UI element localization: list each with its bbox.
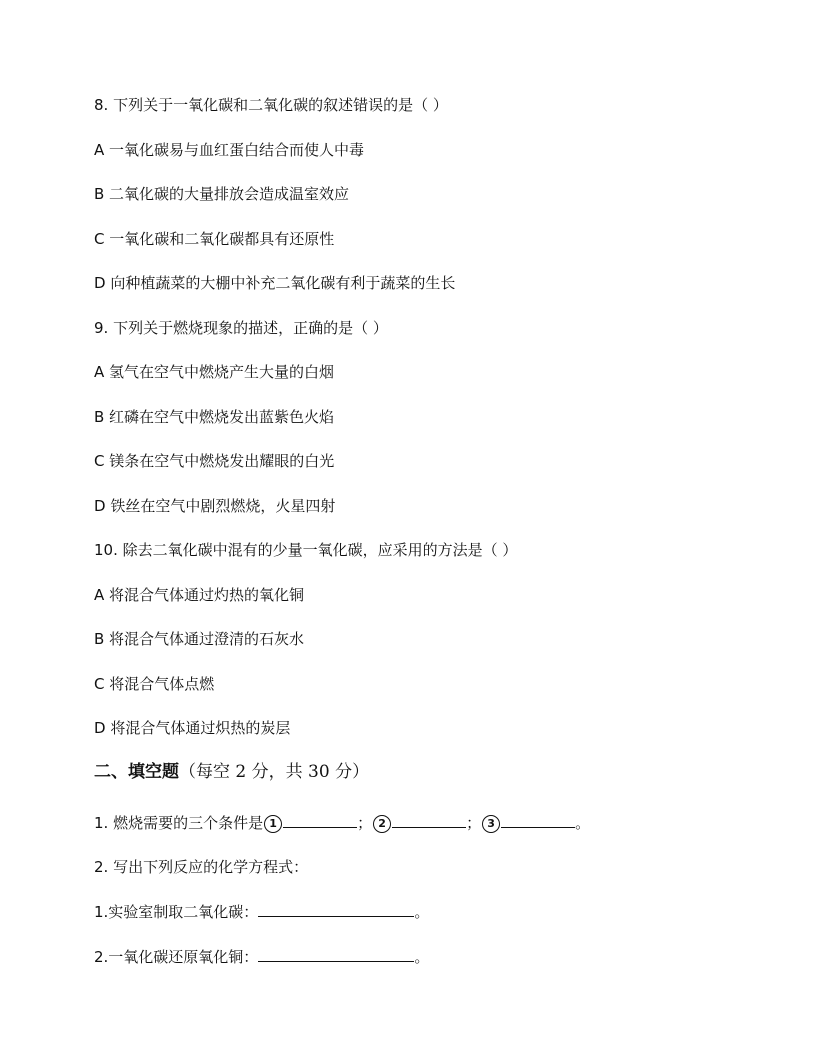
section-title: 二、填空题	[94, 762, 179, 782]
question-9-option-d: D 铁丝在空气中剧烈燃烧，火星四射	[94, 497, 336, 515]
question-9-option-a: A 氢气在空气中燃烧产生大量的白烟	[94, 363, 335, 381]
item-1-label: 1.实验室制取二氧化碳：	[94, 903, 259, 921]
separator-1: ；	[357, 814, 373, 832]
question-10-option-a: A 将混合气体通过灼热的氧化铜	[94, 586, 305, 604]
fill-question-2-item-1	[94, 901, 429, 922]
section-heading	[94, 762, 369, 782]
question-9-option-b: B 红磷在空气中燃烧发出蓝紫色火焰	[94, 408, 335, 426]
question-8-stem: 8. 下列关于一氧化碳和二氧化碳的叙述错误的是（ ）	[94, 96, 448, 114]
question-10-option-d: D 将混合气体通过炽热的炭层	[94, 719, 291, 737]
fill-question-1-prefix: 1. 燃烧需要的三个条件是	[94, 814, 264, 832]
fill-question-2-stem: 2. 写出下列反应的化学方程式：	[94, 858, 309, 876]
answer-blank-2[interactable]	[392, 812, 466, 828]
question-8-option-a: A 一氧化碳易与血红蛋白结合而使人中毒	[94, 141, 365, 159]
separator-2: ；	[466, 814, 482, 832]
answer-blank-1[interactable]	[283, 812, 357, 828]
fill-question-2-item-2	[94, 946, 429, 967]
circled-number-1: 1	[264, 815, 282, 833]
question-10-option-b: B 将混合气体通过澄清的石灰水	[94, 630, 305, 648]
question-9-option-c: C 镁条在空气中燃烧发出耀眼的白光	[94, 452, 335, 470]
item-2-label: 2.一氧化碳还原氧化铜：	[94, 948, 259, 966]
question-8-option-b: B 二氧化碳的大量排放会造成温室效应	[94, 185, 350, 203]
answer-blank-equation-1[interactable]	[258, 901, 414, 917]
question-8-option-c: C 一氧化碳和二氧化碳都具有还原性	[94, 230, 335, 248]
question-9-stem: 9. 下列关于燃烧现象的描述，正确的是（ ）	[94, 319, 388, 337]
question-10-option-c: C 将混合气体点燃	[94, 675, 215, 693]
answer-blank-3[interactable]	[501, 812, 575, 828]
fill-question-1	[94, 812, 590, 833]
question-10-stem: 10. 除去二氧化碳中混有的少量一氧化碳，应采用的方法是（ ）	[94, 541, 518, 559]
section-score-note: （每空 2 分，共 30 分）	[179, 762, 370, 782]
question-8-option-d: D 向种植蔬菜的大棚中补充二氧化碳有利于蔬菜的生长	[94, 274, 456, 292]
fill-question-1-end: 。	[575, 814, 591, 832]
circled-number-2: 2	[373, 815, 391, 833]
item-1-end: 。	[414, 903, 430, 921]
answer-blank-equation-2[interactable]	[258, 946, 414, 962]
circled-number-3: 3	[482, 815, 500, 833]
item-2-end: 。	[414, 948, 430, 966]
